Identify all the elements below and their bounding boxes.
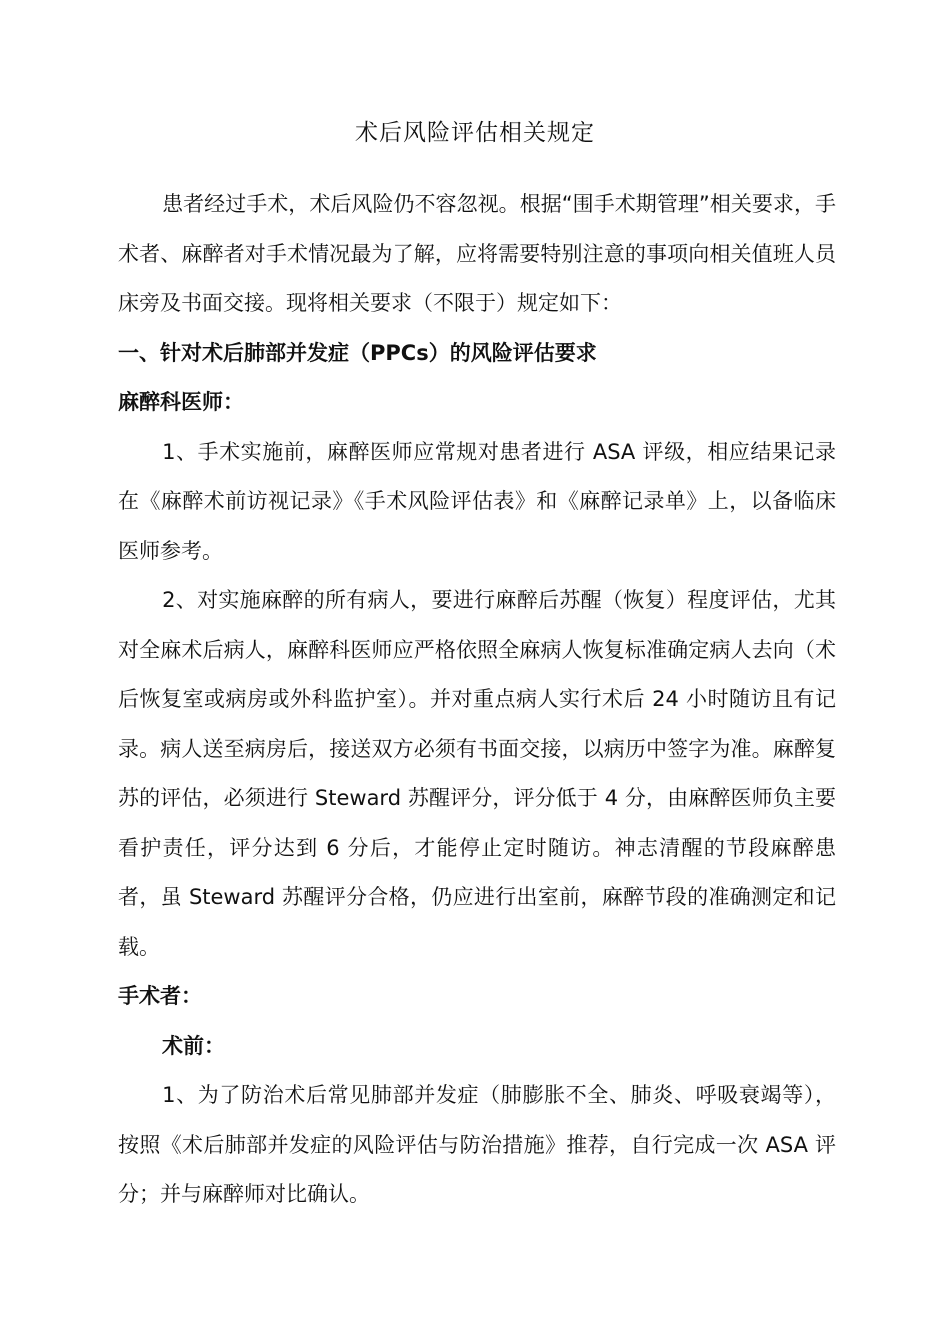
intro-paragraph: 患者经过手术，术后风险仍不容忽视。根据“围手术期管理”相关要求，手术者、麻醉者对手术情况最为了解，应将需要特别注意的事项向相关值班人员床旁及书面交接。现将相关要求（不限于）规定如下：	[118, 192, 836, 315]
anesthesiologist-item-2: 2、对实施麻醉的所有病人，要进行麻醉后苏醒（恢复）程度评估，尤其对全麻术后病人，麻醉科医师应严格依照全麻病人恢复标准确定病人去向（术后恢复室或病房或外科监护室）。并对重点病人实行术后 24 小时随访且有记录。病人送至病房后，接送双方必须有书面交接，以病历中签字为准。麻醉复苏的评估，必须进行 Steward 苏醒评分，评分低于 4 分，由麻醉医师负主要看护责任，评分达到 6 分后，才能停止定时随访。神志清醒的节段麻醉患者，虽 Steward 苏醒评分合格，仍应进行出室前，麻醉节段的准确测定和记载。	[118, 588, 836, 959]
document-title: 术后风险评估相关规定	[355, 120, 595, 146]
surgeon-heading: 手术者：	[118, 984, 202, 1008]
section-heading-ppcs: 一、针对术后肺部并发症（PPCs）的风险评估要求	[118, 340, 597, 365]
anesthesiologist-item-1: 1、手术实施前，麻醉医师应常规对患者进行 ASA 评级，相应结果记录在《麻醉术前访视记录》《手术风险评估表》和《麻醉记录单》上，以备临床医师参考。	[118, 439, 836, 563]
preop-heading: 术前：	[162, 1033, 225, 1058]
document-body	[118, 180, 836, 1220]
anesthesiologist-heading: 麻醉科医师：	[118, 390, 244, 414]
surgeon-item-1: 1、为了防治术后常见肺部并发症（肺膨胀不全、肺炎、呼吸衰竭等），按照《术后肺部并发症的风险评估与防治措施》推荐，自行完成一次 ASA 评分；并与麻醉师对比确认。	[118, 1083, 836, 1206]
